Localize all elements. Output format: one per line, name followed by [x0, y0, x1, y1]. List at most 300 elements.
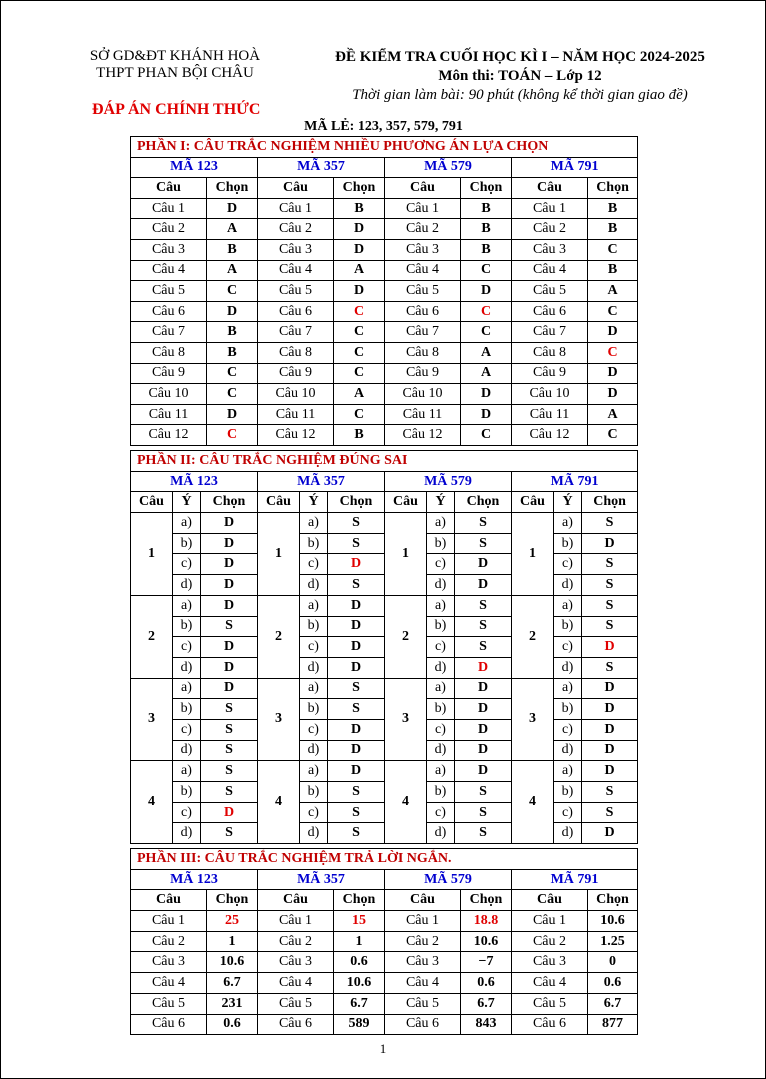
answer-cell: 18.8: [461, 911, 512, 932]
answer-cell: D: [328, 761, 385, 782]
exam-code: MÃ 579: [385, 869, 512, 890]
answer-cell: D: [588, 384, 638, 405]
col-header-chon: Chọn: [334, 178, 385, 199]
question-label: Câu 8: [385, 342, 461, 363]
question-label: Câu 5: [131, 993, 207, 1014]
item-label: a): [173, 513, 201, 534]
answer-cell: S: [328, 823, 385, 844]
question-label: Câu 1: [512, 911, 588, 932]
item-label: b): [427, 699, 455, 720]
answer-cell: D: [334, 219, 385, 240]
answer-cell: C: [461, 260, 512, 281]
col-header-chon: Chọn: [582, 492, 638, 513]
answer-cell: C: [461, 301, 512, 322]
question-label: Câu 8: [131, 342, 207, 363]
answer-cell: 231: [207, 993, 258, 1014]
question-label: Câu 12: [258, 425, 334, 446]
answer-cell: S: [582, 802, 638, 823]
header-left: [60, 48, 290, 82]
question-label: Câu 2: [385, 931, 461, 952]
question-number: 4: [258, 761, 300, 844]
question-label: Câu 4: [258, 973, 334, 994]
table-row: [131, 911, 638, 932]
item-label: c): [554, 802, 582, 823]
question-number: 1: [385, 513, 427, 596]
answer-cell: 0.6: [334, 952, 385, 973]
answer-cell: D: [455, 678, 512, 699]
table-row: [131, 761, 638, 782]
item-label: b): [173, 782, 201, 803]
answer-cell: S: [455, 782, 512, 803]
item-label: a): [427, 595, 455, 616]
answer-cell: 589: [334, 1014, 385, 1035]
question-label: Câu 4: [258, 260, 334, 281]
item-label: d): [427, 575, 455, 596]
answer-cell: D: [455, 657, 512, 678]
answer-cell: 6.7: [207, 973, 258, 994]
table-row: [131, 198, 638, 219]
col-header-cau: Câu: [512, 178, 588, 199]
question-label: Câu 2: [512, 219, 588, 240]
answer-cell: S: [582, 575, 638, 596]
question-number: 3: [385, 678, 427, 761]
question-label: Câu 9: [131, 363, 207, 384]
item-label: d): [173, 740, 201, 761]
question-label: Câu 10: [512, 384, 588, 405]
question-label: Câu 2: [258, 219, 334, 240]
answer-cell: D: [207, 301, 258, 322]
question-label: Câu 1: [512, 198, 588, 219]
item-label: c): [554, 554, 582, 575]
answer-cell: D: [207, 404, 258, 425]
exam-code: MÃ 123: [131, 471, 258, 492]
answer-cell: S: [328, 678, 385, 699]
codes-line: MÃ LẺ: 123, 357, 579, 791: [304, 119, 463, 134]
answer-cell: D: [328, 740, 385, 761]
answer-cell: B: [461, 198, 512, 219]
answer-cell: D: [328, 637, 385, 658]
question-label: Câu 3: [258, 239, 334, 260]
item-label: a): [300, 678, 328, 699]
answer-cell: 843: [461, 1014, 512, 1035]
question-label: Câu 7: [512, 322, 588, 343]
table-row: [131, 404, 638, 425]
item-label: a): [554, 678, 582, 699]
item-label: d): [173, 823, 201, 844]
answer-cell: S: [201, 719, 258, 740]
table-row: [131, 301, 638, 322]
answer-cell: S: [328, 575, 385, 596]
question-label: Câu 6: [131, 301, 207, 322]
question-label: Câu 9: [258, 363, 334, 384]
col-header-y: Ý: [554, 492, 582, 513]
answer-cell: B: [207, 239, 258, 260]
question-label: Câu 6: [131, 1014, 207, 1035]
question-label: Câu 1: [258, 198, 334, 219]
table-row: [131, 533, 638, 554]
answer-cell: D: [201, 595, 258, 616]
answer-cell: 6.7: [588, 993, 638, 1014]
question-label: Câu 6: [385, 301, 461, 322]
answer-cell: S: [455, 823, 512, 844]
item-label: d): [300, 823, 328, 844]
page-number: 1: [379, 1041, 387, 1056]
item-label: a): [300, 761, 328, 782]
item-label: c): [300, 554, 328, 575]
table-row: [131, 451, 638, 472]
question-label: Câu 5: [258, 993, 334, 1014]
answer-cell: S: [582, 782, 638, 803]
answer-cell: D: [461, 384, 512, 405]
question-label: Câu 11: [385, 404, 461, 425]
table-row: [131, 575, 638, 596]
question-label: Câu 6: [512, 1014, 588, 1035]
answer-cell: S: [201, 782, 258, 803]
table-row: [131, 952, 638, 973]
col-header-chon: Chọn: [207, 890, 258, 911]
answer-cell: 6.7: [461, 993, 512, 1014]
question-label: Câu 4: [512, 260, 588, 281]
answer-cell: 877: [588, 1014, 638, 1035]
question-label: Câu 12: [131, 425, 207, 446]
answer-cell: 0.6: [207, 1014, 258, 1035]
table-row: [131, 219, 638, 240]
item-label: b): [300, 782, 328, 803]
answer-cell: 0.6: [588, 973, 638, 994]
answer-cell: 10.6: [588, 911, 638, 932]
answer-cell: D: [582, 699, 638, 720]
question-label: Câu 11: [512, 404, 588, 425]
item-label: b): [427, 782, 455, 803]
col-header-cau: Câu: [512, 492, 554, 513]
item-label: c): [173, 554, 201, 575]
answer-cell: D: [455, 554, 512, 575]
department-name: SỞ GD&ĐT KHÁNH HOÀ: [89, 48, 261, 64]
answer-cell: A: [588, 281, 638, 302]
question-label: Câu 10: [385, 384, 461, 405]
answer-cell: S: [455, 595, 512, 616]
part1-title: PHẦN I: CÂU TRẮC NGHIỆM NHIỀU PHƯƠNG ÁN LỰA CHỌN: [131, 137, 638, 158]
col-header-cau: Câu: [131, 890, 207, 911]
answer-cell: −7: [461, 952, 512, 973]
table-row: [131, 616, 638, 637]
table-row: [131, 993, 638, 1014]
answer-cell: D: [455, 699, 512, 720]
answer-cell: B: [207, 342, 258, 363]
question-label: Câu 6: [258, 301, 334, 322]
question-label: Câu 1: [385, 198, 461, 219]
answer-cell: C: [588, 425, 638, 446]
item-label: b): [173, 533, 201, 554]
answer-cell: D: [461, 404, 512, 425]
question-label: Câu 6: [258, 1014, 334, 1035]
table-row: [131, 178, 638, 199]
answer-cell: D: [201, 678, 258, 699]
exam-code: MÃ 123: [131, 869, 258, 890]
exam-code: MÃ 123: [131, 157, 258, 178]
item-label: a): [300, 513, 328, 534]
question-label: Câu 1: [131, 198, 207, 219]
item-label: b): [300, 533, 328, 554]
answer-cell: C: [461, 425, 512, 446]
answer-cell: C: [334, 342, 385, 363]
col-header-chon: Chọn: [201, 492, 258, 513]
table-row: [131, 637, 638, 658]
question-label: Câu 2: [131, 931, 207, 952]
col-header-y: Ý: [173, 492, 201, 513]
item-label: a): [173, 761, 201, 782]
exam-code: MÃ 791: [512, 157, 638, 178]
item-label: c): [427, 802, 455, 823]
exam-code: MÃ 357: [258, 471, 385, 492]
answer-cell: D: [461, 281, 512, 302]
subject-line: Môn thi: TOÁN – Lớp 12: [438, 68, 602, 84]
table-row: [131, 657, 638, 678]
item-label: b): [427, 616, 455, 637]
table-row: [131, 678, 638, 699]
col-header-cau: Câu: [385, 890, 461, 911]
table-row: [131, 869, 638, 890]
answer-cell: 10.6: [207, 952, 258, 973]
question-label: Câu 5: [258, 281, 334, 302]
question-label: Câu 12: [385, 425, 461, 446]
answer-cell: C: [588, 239, 638, 260]
question-label: Câu 9: [512, 363, 588, 384]
answer-cell: D: [201, 533, 258, 554]
answer-cell: B: [334, 425, 385, 446]
table-row: [131, 471, 638, 492]
question-label: Câu 7: [131, 322, 207, 343]
table-row: [131, 719, 638, 740]
answer-cell: C: [588, 301, 638, 322]
item-label: d): [300, 575, 328, 596]
official-answer-title: ĐÁP ÁN CHÍNH THỨC: [92, 101, 261, 118]
item-label: c): [173, 802, 201, 823]
exam-code: MÃ 579: [385, 157, 512, 178]
question-label: Câu 8: [512, 342, 588, 363]
item-label: d): [554, 823, 582, 844]
part2-table: [130, 450, 638, 844]
question-label: Câu 12: [512, 425, 588, 446]
col-header-chon: Chọn: [461, 178, 512, 199]
item-label: b): [554, 782, 582, 803]
question-label: Câu 3: [258, 952, 334, 973]
exam-code: MÃ 357: [258, 869, 385, 890]
table-row: [131, 363, 638, 384]
answer-cell: S: [201, 699, 258, 720]
item-label: c): [427, 554, 455, 575]
col-header-chon: Chọn: [461, 890, 512, 911]
item-label: c): [300, 637, 328, 658]
answer-cell: D: [455, 740, 512, 761]
question-label: Câu 5: [131, 281, 207, 302]
answer-cell: B: [334, 198, 385, 219]
header-right: [300, 48, 740, 105]
answer-cell: B: [461, 239, 512, 260]
question-label: Câu 7: [258, 322, 334, 343]
item-label: a): [554, 513, 582, 534]
question-label: Câu 3: [131, 239, 207, 260]
item-label: a): [554, 761, 582, 782]
answer-cell: 6.7: [334, 993, 385, 1014]
answer-cell: S: [455, 637, 512, 658]
col-header-chon: Chọn: [588, 178, 638, 199]
answer-cell: A: [461, 342, 512, 363]
question-label: Câu 2: [258, 931, 334, 952]
question-number: 1: [131, 513, 173, 596]
table-row: [131, 890, 638, 911]
question-label: Câu 5: [385, 281, 461, 302]
question-label: Câu 4: [385, 260, 461, 281]
answer-cell: 10.6: [461, 931, 512, 952]
answer-cell: D: [201, 637, 258, 658]
question-label: Câu 7: [385, 322, 461, 343]
col-header-cau: Câu: [258, 890, 334, 911]
exam-code: MÃ 791: [512, 471, 638, 492]
question-label: Câu 1: [258, 911, 334, 932]
answer-cell: 1.25: [588, 931, 638, 952]
answer-cell: 15: [334, 911, 385, 932]
answer-cell: D: [201, 657, 258, 678]
question-label: Câu 5: [512, 281, 588, 302]
question-label: Câu 10: [131, 384, 207, 405]
answer-cell: 0: [588, 952, 638, 973]
item-label: b): [554, 533, 582, 554]
question-label: Câu 2: [385, 219, 461, 240]
answer-cell: S: [201, 761, 258, 782]
answer-cell: S: [455, 616, 512, 637]
item-label: c): [554, 637, 582, 658]
answer-cell: D: [582, 678, 638, 699]
question-number: 3: [512, 678, 554, 761]
answer-cell: D: [588, 322, 638, 343]
item-label: b): [173, 616, 201, 637]
item-label: a): [427, 761, 455, 782]
answer-cell: D: [582, 637, 638, 658]
table-row: [131, 137, 638, 158]
table-row: [131, 322, 638, 343]
question-label: Câu 2: [512, 931, 588, 952]
item-label: b): [554, 699, 582, 720]
table-row: [131, 595, 638, 616]
answer-cell: 1: [207, 931, 258, 952]
item-label: b): [173, 699, 201, 720]
answer-cell: S: [201, 740, 258, 761]
answer-cell: D: [334, 281, 385, 302]
question-label: Câu 10: [258, 384, 334, 405]
answer-cell: B: [461, 219, 512, 240]
answer-cell: D: [334, 239, 385, 260]
answer-cell: S: [328, 513, 385, 534]
school-name: THPT PHAN BỘI CHÂU: [96, 65, 254, 81]
answer-cell: D: [582, 719, 638, 740]
answer-cell: B: [207, 322, 258, 343]
table-row: [131, 849, 638, 870]
table-row: [131, 342, 638, 363]
answer-cell: A: [461, 363, 512, 384]
item-label: b): [554, 616, 582, 637]
question-number: 3: [131, 678, 173, 761]
answer-cell: D: [455, 719, 512, 740]
table-row: [131, 740, 638, 761]
col-header-cau: Câu: [385, 178, 461, 199]
question-label: Câu 1: [131, 911, 207, 932]
question-label: Câu 3: [385, 239, 461, 260]
question-label: Câu 4: [131, 260, 207, 281]
question-label: Câu 2: [131, 219, 207, 240]
exam-code: MÃ 357: [258, 157, 385, 178]
question-number: 1: [258, 513, 300, 596]
col-header-y: Ý: [427, 492, 455, 513]
question-label: Câu 9: [385, 363, 461, 384]
table-row: [131, 931, 638, 952]
answer-cell: C: [334, 322, 385, 343]
item-label: c): [427, 719, 455, 740]
answer-cell: 25: [207, 911, 258, 932]
answer-cell: S: [455, 533, 512, 554]
answer-cell: B: [588, 219, 638, 240]
question-number: 2: [385, 595, 427, 678]
answer-cell: D: [582, 823, 638, 844]
duration-line: Thời gian làm bài: 90 phút (không kể thời gian giao đề): [352, 87, 688, 103]
question-number: 3: [258, 678, 300, 761]
answer-cell: S: [455, 513, 512, 534]
answer-cell: D: [582, 740, 638, 761]
answer-cell: C: [461, 322, 512, 343]
answer-cell: S: [201, 823, 258, 844]
answer-cell: A: [334, 260, 385, 281]
table-row: [131, 973, 638, 994]
item-label: a): [173, 595, 201, 616]
item-label: d): [554, 657, 582, 678]
answer-cell: 1: [334, 931, 385, 952]
answer-cell: A: [207, 260, 258, 281]
question-label: Câu 11: [131, 404, 207, 425]
question-number: 2: [131, 595, 173, 678]
answer-cell: S: [582, 554, 638, 575]
table-row: [131, 513, 638, 534]
question-number: 2: [512, 595, 554, 678]
question-label: Câu 1: [385, 911, 461, 932]
col-header-cau: Câu: [258, 492, 300, 513]
col-header-cau: Câu: [385, 492, 427, 513]
answer-cell: D: [455, 575, 512, 596]
answer-cell: S: [582, 657, 638, 678]
answer-cell: C: [207, 384, 258, 405]
question-number: 4: [131, 761, 173, 844]
answer-cell: D: [582, 533, 638, 554]
col-header-chon: Chọn: [328, 492, 385, 513]
answer-cell: A: [334, 384, 385, 405]
answer-cell: A: [588, 404, 638, 425]
item-label: c): [173, 719, 201, 740]
item-label: c): [300, 802, 328, 823]
answer-cell: S: [582, 595, 638, 616]
item-label: c): [427, 637, 455, 658]
item-label: c): [173, 637, 201, 658]
part3-title: PHẦN III: CÂU TRẮC NGHIỆM TRẢ LỜI NGẮN.: [131, 849, 638, 870]
table-row: [131, 425, 638, 446]
question-label: Câu 6: [385, 1014, 461, 1035]
question-label: Câu 4: [385, 973, 461, 994]
answer-cell: C: [334, 404, 385, 425]
answer-cell: C: [334, 363, 385, 384]
exam-code: MÃ 791: [512, 869, 638, 890]
part1-table: [130, 136, 638, 446]
exam-code: MÃ 579: [385, 471, 512, 492]
answer-cell: B: [588, 198, 638, 219]
col-header-chon: Chọn: [588, 890, 638, 911]
